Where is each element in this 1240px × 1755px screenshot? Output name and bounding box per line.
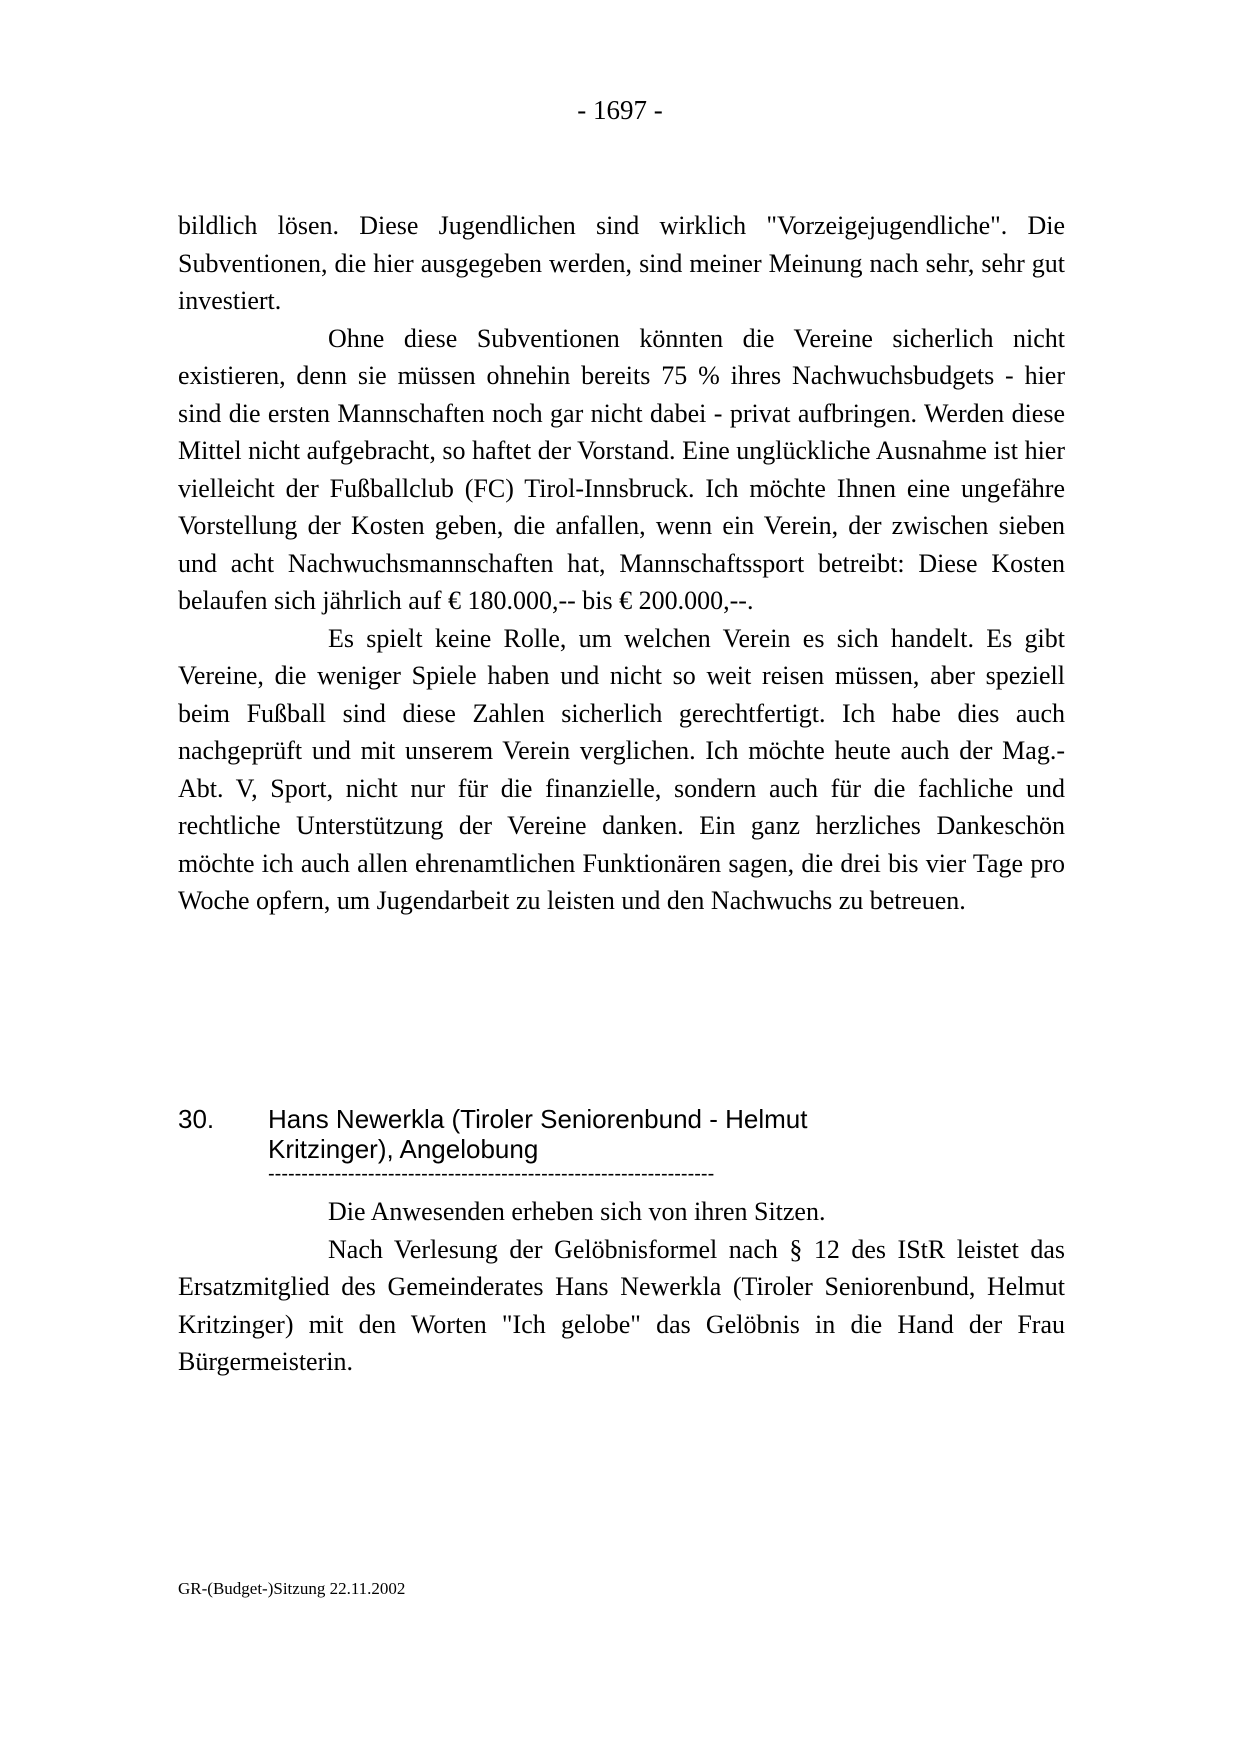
agenda-item-number: 30. (178, 1104, 215, 1134)
paragraph: Ohne diese Subventionen könnten die Vereine sicherlich nicht existieren, denn sie müssen ohnehin bereits 75 % ihres Nachwuchsbudgets - hier sind die ersten Mannschaften noch gar nicht dabei - privat aufbringen. Werden diese Mittel nicht aufgebracht, so haftet der Vorstand. Eine unglückliche Ausnahme ist hier vielleicht der Fußballclub (FC) Tirol-Innsbruck. Ich möchte Ihnen eine ungefähre Vorstellung der Kosten geben, die anfallen, wenn ein Verein, der zwischen sieben und acht Nachwuchsmannschaften hat, Mannschaftssport betreibt: Diese Kosten belaufen sich jährlich auf € 180.000,-- bis € 200.000,--. (178, 323, 1065, 615)
page-footer: GR-(Budget-)Sitzung 22.11.2002 (178, 1579, 406, 1598)
agenda-item-separator: ------------------------------------------------------------------- (268, 1163, 715, 1185)
page-number: - 1697 - (577, 95, 663, 125)
paragraph: bildlich lösen. Diese Jugendlichen sind wirklich "Vorzeigejugendliche". Die Subventionen, die hier ausgegeben werden, sind meiner Meinung nach sehr, sehr gut investiert. (178, 211, 1065, 315)
agenda-item-title: Hans Newerkla (Tiroler Seniorenbund - Helmut Kritzinger), Angelobung (268, 1104, 808, 1164)
oath-text-block (178, 1193, 1065, 1381)
paragraph: Es spielt keine Rolle, um welchen Verein es sich handelt. Es gibt Vereine, die weniger Spiele haben und nicht so weit reisen müssen, aber speziell beim Fußball sind diese Zahlen sicherlich gerechtfertigt. Ich habe dies auch nachgeprüft und mit unserem Verein verglichen. Ich möchte heute auch der Mag.-Abt. V, Sport, nicht nur für die finanzielle, sondern auch für die fachliche und rechtliche Unterstützung der Vereine danken. Ein ganz herzliches Dankeschön möchte ich auch allen ehrenamtlichen Funktionären sagen, die drei bis vier Tage pro Woche opfern, um Jugendarbeit zu leisten und den Nachwuchs zu betreuen. (178, 623, 1065, 915)
paragraph: Die Anwesenden erheben sich von ihren Sitzen. (328, 1197, 826, 1226)
paragraph: Nach Verlesung der Gelöbnisformel nach § 12 des IStR leistet das Ersatzmitglied des Gemeinderates Hans Newerkla (Tiroler Seniorenbund, Helmut Kritzinger) mit den Worten "Ich gelobe" das Gelöbnis in die Hand der Frau Bürgermeisterin. (178, 1234, 1065, 1376)
main-text-block (178, 207, 1065, 920)
